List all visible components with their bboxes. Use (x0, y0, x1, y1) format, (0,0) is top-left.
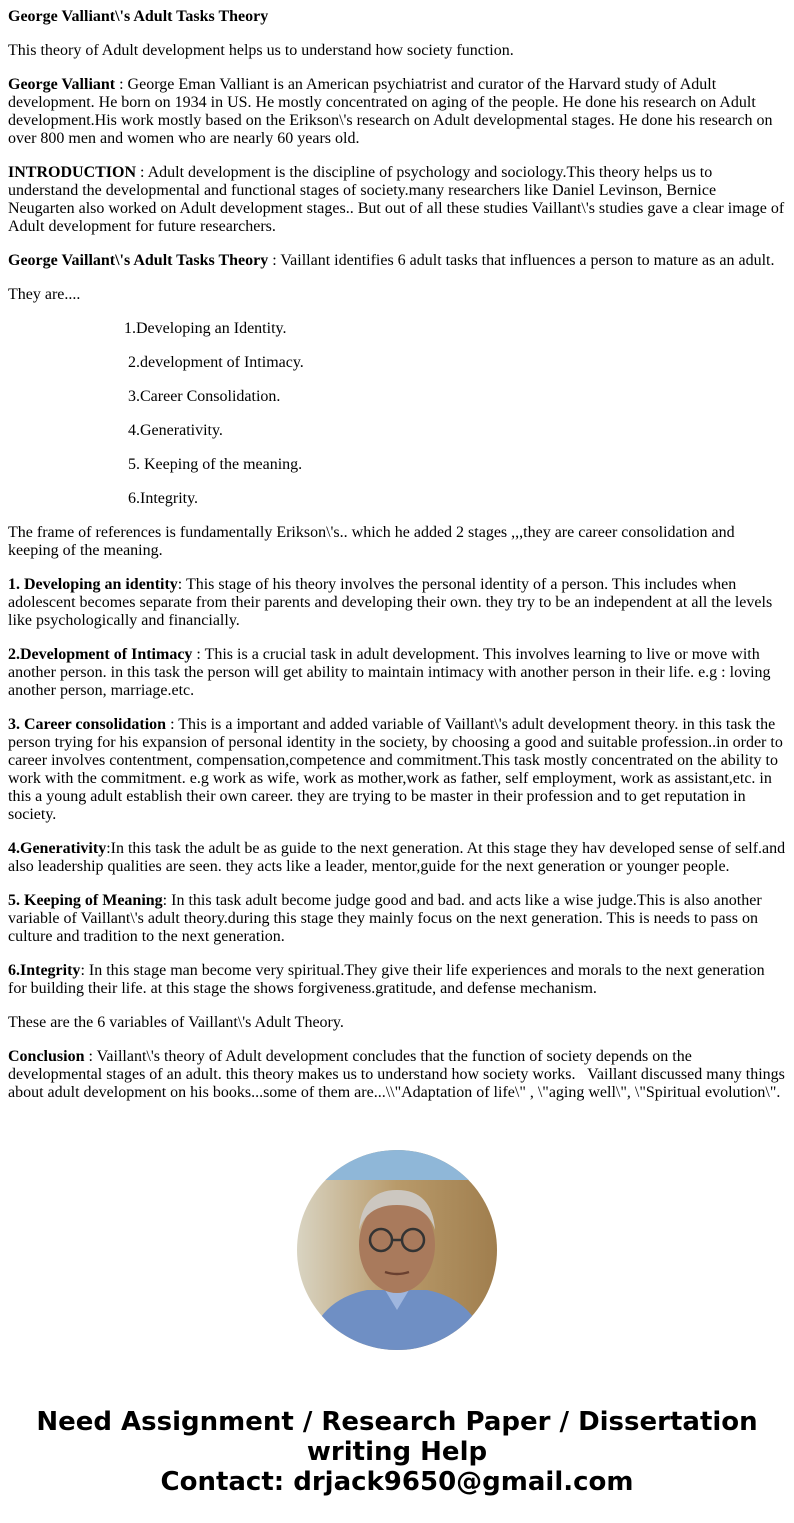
task-item: 1.Developing an Identity. (124, 320, 287, 337)
detail-paragraph: 3. Career consolidation : This is a important and added variable of Vaillant\'s adult development theory. in this task the person trying for his expansion of personal identity in the society, by choosing a good and suitable profession..in order to career involves contentment, compensation,competence and commitment.This task mostly concentrated on the ability to work with the commitment. e.g work as wife, work as mother,work as father, self employment, work as assistant,etc. in this a young adult establish their own career. they are trying to be master in their profession and to get reputation in society. (8, 716, 783, 823)
detail-paragraph: 5. Keeping of Meaning: In this task adult become judge good and bad. and acts like a wise judge.This is also another variable of Vaillant\'s adult theory.during this stage they mainly focus on the next generation. This is needs to pass on culture and tradition to the next generation. (8, 892, 762, 945)
detail-paragraph: 4.Generativity:In this task the adult be as guide to the next generation. At this stage they hav developed sense of self.and also leadership qualities are seen. they acts like a leader, mentor,guide for the next generation or younger people. (8, 840, 786, 875)
they-are: They are.... (8, 286, 81, 303)
detail-paragraph: 1. Developing an identity: This stage of his theory involves the personal identity of a person. This includes when adolescent becomes separate from their parents and developing their own. they try to be an independent at all the levels like psychologically and financially. (8, 576, 773, 629)
contact-footer (8, 1407, 786, 1497)
variables-paragraph: These are the 6 variables of Vaillant\'s Adult Theory. (8, 1014, 344, 1031)
paragraph-theory: George Vaillant\'s Adult Tasks Theory : Vaillant identifies 6 adult tasks that influences a person to mature as an adult. (8, 252, 775, 269)
task-item: 6.Integrity. (128, 490, 199, 507)
footer-line: writing Help (306, 1437, 488, 1467)
conclusion-paragraph: Conclusion : Vaillant\'s theory of Adult development concludes that the function of society depends on the developmental stages of an adult. this theory makes us to understand how society works. Vaillant discussed many things about adult development on his books...some of them are...\\"Adaptation of life\" , \"aging well\", \"Spiritual evolution\". (8, 1048, 789, 1101)
intro-line: This theory of Adult development helps us to understand how society function. (8, 42, 514, 59)
task-item: 4.Generativity. (128, 422, 223, 439)
detail-paragraph: 6.Integrity: In this stage man become very spiritual.They give their life experiences and morals to the next generation for building their life. at this stage the shows forgiveness.gratitude, and defense mechanism. (8, 962, 765, 997)
task-item: 3.Career Consolidation. (128, 388, 281, 405)
paragraph-valliant: George Valliant : George Eman Valliant is an American psychiatrist and curator of the Harvard study of Adult development. He born on 1934 in US. He mostly concentrated on aging of the people. He done his research on Adult development.His work mostly based on the Erikson\'s research on Adult developmental stages. He done his research on over 800 men and women who are nearly 60 years old. (8, 76, 773, 147)
frame-paragraph: The frame of references is fundamentally Erikson\'s.. which he added 2 stages ,,,they are career consolidation and keeping of the meaning. (8, 524, 735, 559)
footer-line: Need Assignment / Research Paper / Dissertation (36, 1407, 758, 1437)
document-title: George Valliant\'s Adult Tasks Theory (8, 8, 269, 25)
task-item: 2.development of Intimacy. (128, 354, 304, 371)
detail-paragraph: 2.Development of Intimacy : This is a crucial task in adult development. This involves learning to live or move with another person. in this task the person will get ability to maintain intimacy with another person in their life. e.g : loving another person, marriage.etc. (8, 646, 771, 699)
paragraph-introduction: INTRODUCTION : Adult development is the discipline of psychology and sociology.This theory helps us to understand the developmental and functional stages of society.many researchers like Daniel Levinson, Bernice Neugarten also worked on Adult development stages.. But out of all these studies Vaillant\'s studies gave a clear image of Adult development for future researchers. (8, 164, 785, 235)
author-photo (297, 1150, 497, 1350)
author-photo-container (8, 1150, 786, 1355)
task-item: 5. Keeping of the meaning. (128, 456, 303, 473)
contact-email: Contact: drjack9650@gmail.com (160, 1467, 634, 1497)
